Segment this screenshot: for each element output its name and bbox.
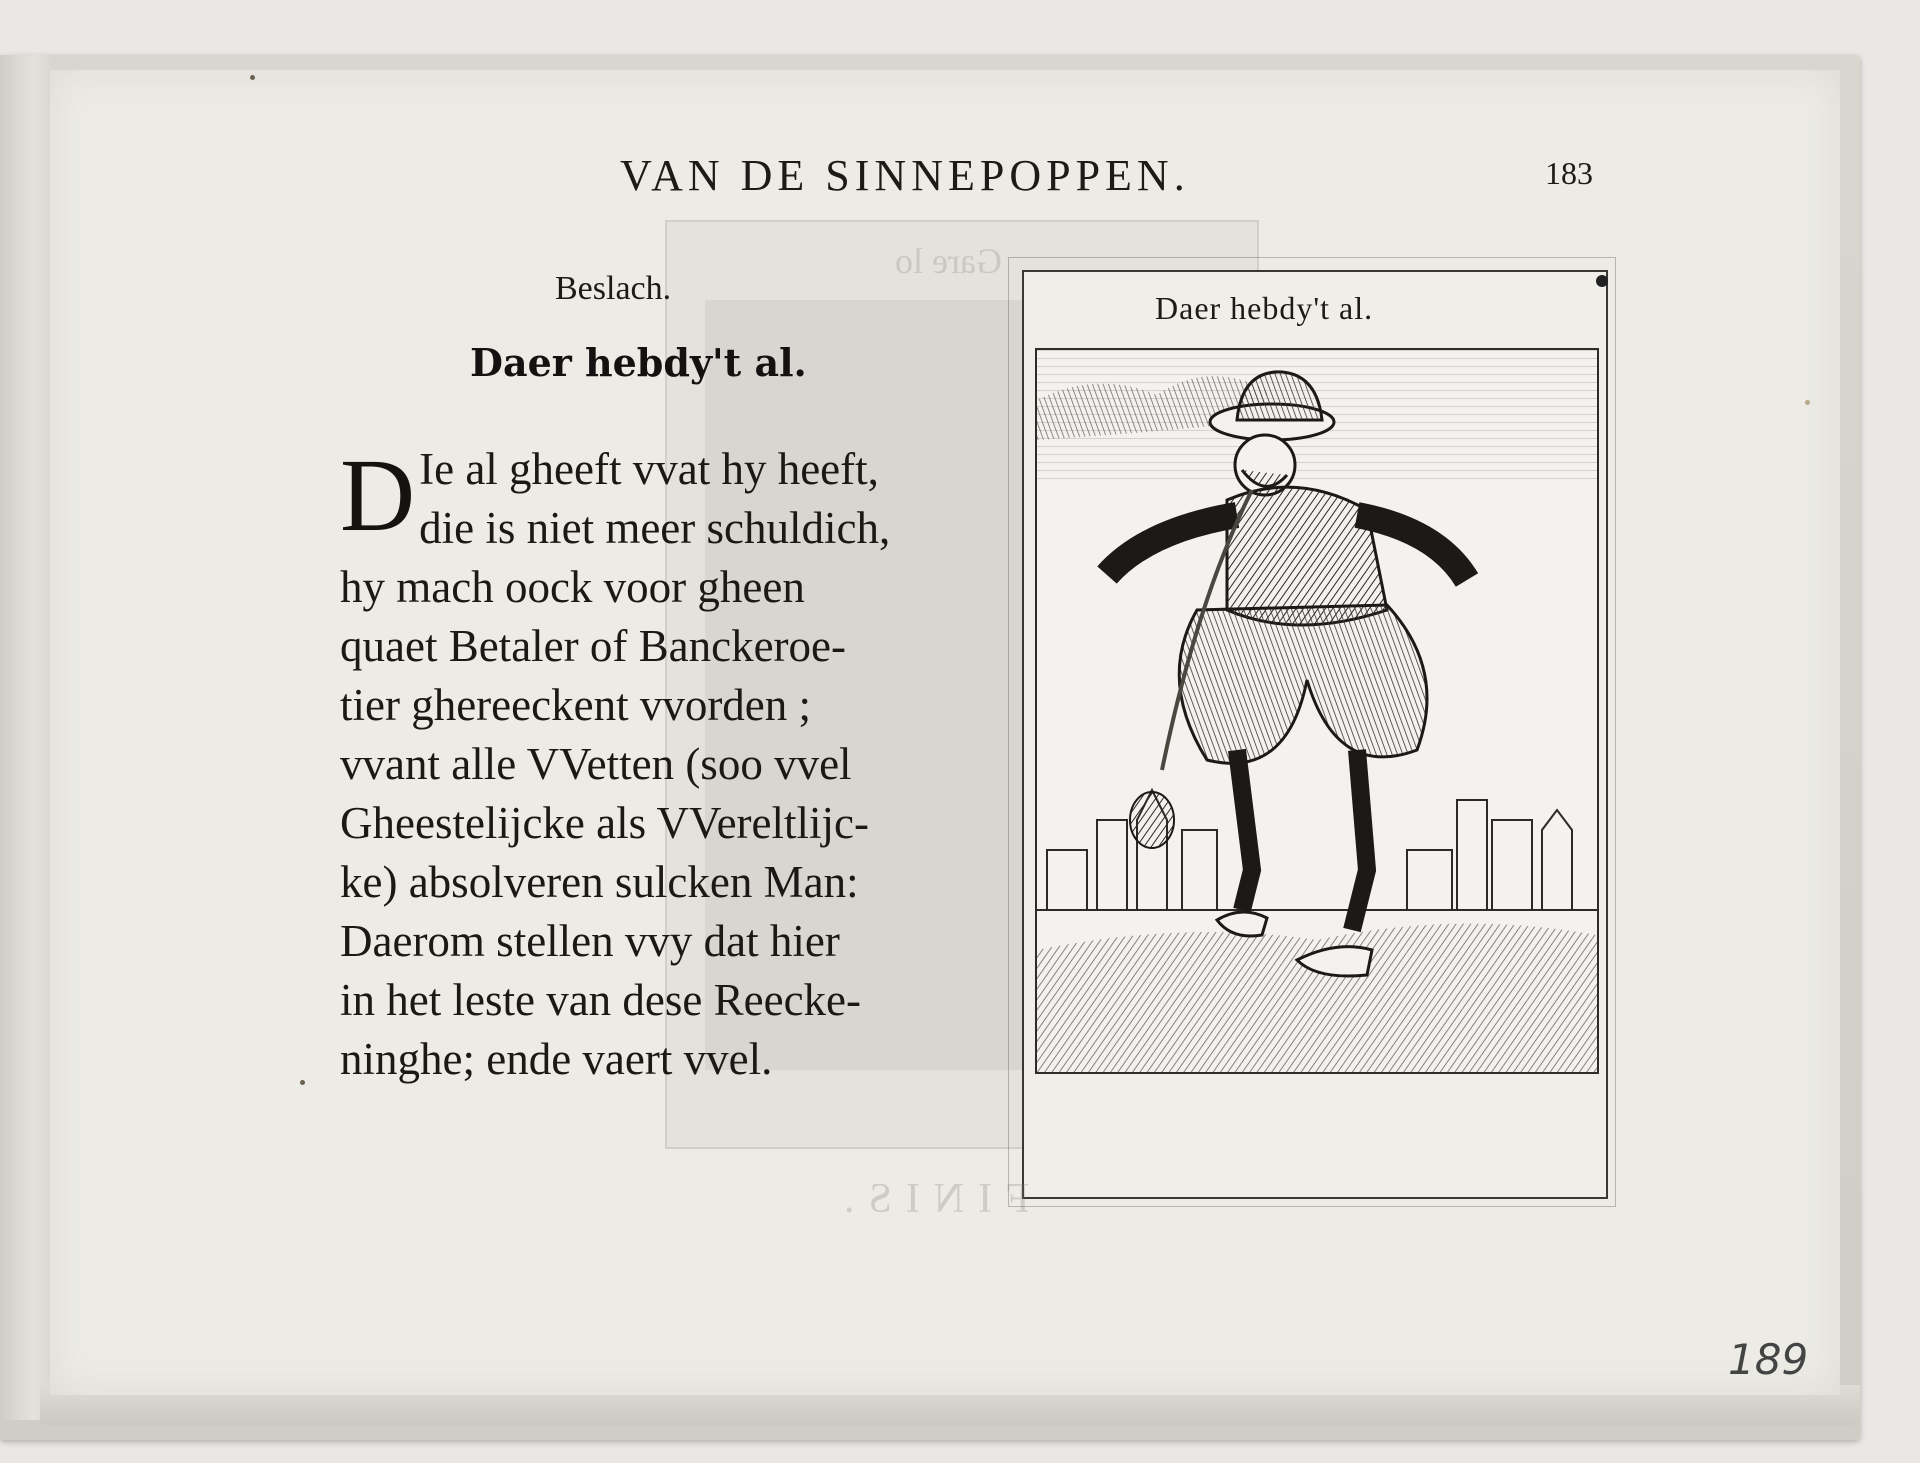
paper-speck — [250, 75, 255, 80]
money-bag — [1130, 792, 1174, 848]
ink-dot — [1596, 275, 1608, 287]
motto-heading: Daer hebdy't al. — [470, 340, 807, 385]
book-spine — [0, 55, 55, 1420]
text-line: Ie al gheeft vvat hy heeft, — [419, 444, 879, 494]
handwritten-folio: 189 — [1728, 1335, 1809, 1384]
text-line: Daerom stellen vvy dat hier — [340, 916, 840, 966]
ground — [1037, 924, 1597, 1072]
drop-capital: D — [340, 438, 416, 553]
running-head: VAN DE SINNEPOPPEN. — [620, 151, 1190, 200]
paper-speck — [1805, 400, 1810, 405]
text-line: ke) absolveren sulcken Man: — [340, 857, 859, 907]
text-line: in het leste van dese Reecke- — [340, 975, 862, 1025]
engraving-figure — [1037, 350, 1597, 1072]
text-line: die is niet meer schuldich, — [419, 503, 891, 553]
text-line: Gheestelijcke als VVereltlijc- — [340, 798, 869, 848]
page-number: 183 — [1545, 155, 1593, 191]
text-line: vvant alle VVetten (soo vvel — [340, 739, 852, 789]
text-line: tier ghereeckent vvorden ; — [340, 680, 812, 730]
text-line: hy mach oock voor gheen — [340, 562, 805, 612]
plate-caption: Daer hebdy't al. — [1155, 290, 1374, 326]
show-through-text: Gare lo — [895, 241, 1002, 281]
section-label: Beslach. — [555, 270, 672, 307]
engraving-illustration — [1035, 348, 1599, 1074]
body-paragraph — [340, 440, 915, 1089]
paper-speck — [300, 1080, 305, 1085]
text-line: ninghe; ende vaert vvel. — [340, 1034, 773, 1084]
text-line: quaet Betaler of Banckeroe- — [340, 621, 846, 671]
show-through-text: FINIS. — [830, 1176, 1030, 1222]
